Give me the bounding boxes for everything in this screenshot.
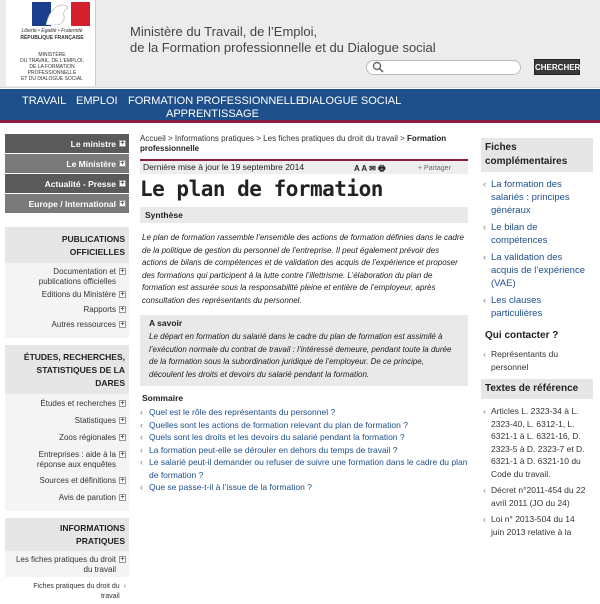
- etudes-heading: ÉTUDES, RECHERCHES, STATISTIQUES DE LA DARES: [5, 345, 129, 394]
- sommaire-link[interactable]: ‹ Le salarié peut-il demander ou refuser de suivre une formation dans le cadre du plan de formation ?: [146, 456, 468, 481]
- contact-item: ‹ Représentants du personnel: [481, 346, 593, 375]
- a-savoir-text: Le départ en formation du salarié dans le cadre du plan de formation est assimilé à l’exécution normale du contrat de travail : l’intéressé demeure, pendant toute la durée de la formation sous la subordination juridique de l’employeur. De ce principe, découlent les droits et devoirs du salarié pendant la formation.: [149, 332, 452, 379]
- synthese-heading: Synthèse: [140, 207, 468, 223]
- link-documentation[interactable]: [5, 263, 129, 289]
- link-label: Études et recherches: [40, 399, 116, 408]
- nav-formation[interactable]: FORMATION PROFESSIONNELLE: [128, 95, 304, 107]
- link-label: Rapports: [83, 305, 116, 314]
- ministere-label: MINISTÈRE DU TRAVAIL, DE L'EMPLOI, DE LA FORMATION PROFESSIONNELLE ET DU DIALOGUE SOCIAL: [20, 52, 84, 82]
- menu-le-ministere[interactable]: [5, 154, 129, 173]
- plus-icon: +: [120, 434, 125, 441]
- chevron-right-icon: ›: [123, 583, 126, 590]
- fiche-link[interactable]: ‹ Le bilan de compétences: [481, 219, 593, 249]
- link-label: Zoos régionales: [59, 433, 116, 442]
- site-header: [0, 0, 600, 88]
- plus-icon: +: [120, 160, 125, 167]
- texte-item: ‹ Articles L. 2323-34 à L. 2323-40, L. 6312-1, L. 6321-1 à L. 6321-16, D. 2323-5 à D. 2323-7 et D. 6321-1 à D. 6321-10 du Code du travail.: [481, 403, 593, 482]
- nav-apprentissage[interactable]: APPRENTISSAGE: [166, 108, 259, 120]
- plus-icon: +: [418, 165, 425, 172]
- a-savoir-box: [140, 315, 468, 386]
- synthese-text: Le plan de formation rassemble l’ensemble des actions de formation définies dans le cadre de la politique de gestion du personnel de l’entreprise. Il peut également prévoir des actions de bilans de compétences et de validation des acquis de l’expérience et proposer des formations qui participent à la lutte contre l’illettrisme. L’élaboration du plan de formation est assurée sous la responsabilité pleine et entière de l’employeur, après consultation des représentants du personnel.: [142, 233, 464, 305]
- republique-logo[interactable]: [6, 0, 96, 86]
- search-icon: [372, 61, 384, 73]
- page-title: Le plan de formation: [140, 177, 383, 201]
- link-rapports[interactable]: [5, 302, 129, 317]
- nav-travail[interactable]: TRAVAIL: [22, 95, 67, 107]
- link-label: Fiches pratiques du droit du travail: [33, 583, 120, 600]
- sommaire-link[interactable]: ‹ Quelles sont les actions de formation relevant du plan de formation ?: [146, 419, 468, 432]
- link-entreprises-enquetes[interactable]: [5, 445, 129, 472]
- menu-actualite-presse[interactable]: [5, 174, 129, 193]
- plus-icon: +: [120, 180, 125, 187]
- left-sidebar: [5, 134, 129, 604]
- plus-icon: +: [120, 477, 125, 484]
- marianne-icon: [40, 1, 76, 25]
- link-label: Editions du Ministère: [41, 290, 116, 299]
- menu-le-ministre[interactable]: [5, 134, 129, 153]
- link-fiches-pratiques[interactable]: [5, 551, 129, 577]
- text-tools[interactable]: A A ✉ 🖶: [354, 164, 386, 173]
- menu-label: Le ministre: [70, 138, 116, 149]
- republique-label: RÉPUBLIQUE FRANÇAISE: [20, 35, 84, 41]
- nav-dialogue-social[interactable]: DIALOGUE SOCIAL: [301, 95, 402, 107]
- plus-icon: +: [120, 494, 125, 501]
- menu-label: Actualité - Presse: [44, 178, 116, 189]
- fiche-link[interactable]: ‹ La formation des salariés : principes généraux: [481, 176, 593, 219]
- menu-label: Europe / International: [28, 198, 116, 209]
- link-statistiques[interactable]: [5, 411, 129, 428]
- search-input[interactable]: [366, 60, 521, 75]
- fiche-link[interactable]: ‹ Les clauses particulières: [481, 292, 593, 322]
- plus-icon: +: [120, 306, 125, 313]
- fiche-link[interactable]: ‹ La validation des acquis de l’expérience (VAE): [481, 249, 593, 292]
- sommaire-link[interactable]: ‹ Quel est le rôle des représentants du personnel ?: [146, 406, 468, 419]
- plus-icon: +: [120, 140, 125, 147]
- sommaire-link[interactable]: ‹ Quels sont les droits et les devoirs du salarié pendant la formation ?: [146, 431, 468, 444]
- menu-label: Le Ministère: [66, 158, 116, 169]
- right-sidebar: [481, 138, 593, 540]
- plus-icon: +: [120, 268, 125, 275]
- update-bar: [140, 159, 468, 174]
- breadcrumb-current: Formation professionnelle: [140, 134, 447, 153]
- sommaire-link[interactable]: ‹ La formation peut-elle se dérouler en dehors du temps de travail ?: [146, 444, 468, 457]
- site-title[interactable]: Ministère du Travail, de l’Emploi, de la Formation professionnelle et du Dialogue social: [130, 24, 436, 55]
- ministere-menu: [5, 134, 129, 213]
- sommaire-list: [140, 406, 468, 494]
- fiches-heading: Fiches complémentaires: [481, 138, 593, 172]
- a-savoir-heading: A savoir: [149, 318, 183, 328]
- link-label: Avis de parution: [58, 493, 116, 502]
- link-autres-ressources[interactable]: [5, 317, 129, 338]
- search-button[interactable]: CHERCHER: [534, 59, 580, 75]
- breadcrumb: [140, 134, 468, 154]
- link-label: Autres ressources: [51, 320, 116, 329]
- plus-icon: +: [120, 400, 125, 407]
- link-label: Statistiques: [74, 416, 116, 425]
- share-button[interactable]: [418, 162, 451, 175]
- plus-icon: +: [120, 291, 125, 298]
- link-sources[interactable]: [5, 472, 129, 488]
- plus-icon: +: [120, 200, 125, 207]
- sommaire-link[interactable]: ‹ Que se passe-t-il à l’issue de la formation ?: [146, 481, 468, 494]
- update-date: Dernière mise à jour le 19 septembre 2014: [143, 162, 305, 172]
- publications-heading: PUBLICATIONS OFFICIELLES: [5, 227, 129, 263]
- plus-icon: +: [120, 451, 125, 458]
- breadcrumb-trail[interactable]: Accueil > Informations pratiques > Les fiches pratiques du droit du travail >: [140, 134, 408, 143]
- plus-icon: +: [120, 556, 125, 563]
- link-zoos-regionales[interactable]: [5, 428, 129, 445]
- contact-heading: Qui contacter ?: [481, 326, 593, 346]
- texte-item: ‹ Loi n° 2013-504 du 14 juin 2013 relative à la: [481, 511, 593, 540]
- textes-heading: Textes de référence: [481, 379, 593, 399]
- devise: Liberté • Égalité • Fraternité: [21, 28, 83, 34]
- link-label: Sources et définitions: [39, 476, 116, 485]
- link-label: Les fiches pratiques du droit du travail: [15, 555, 116, 574]
- plus-icon: +: [120, 321, 125, 328]
- menu-europe-international[interactable]: [5, 194, 129, 213]
- link-avis-parution[interactable]: [5, 488, 129, 511]
- main-content: [140, 134, 468, 494]
- sommaire-heading: Sommaire: [142, 393, 184, 403]
- nav-emploi[interactable]: EMPLOI: [76, 95, 118, 107]
- link-label: Documentation et publications officielles: [38, 267, 116, 286]
- link-editions[interactable]: [5, 289, 129, 302]
- texte-item: ‹ Décret n°2011-454 du 22 avril 2011 (JO du 24): [481, 482, 593, 511]
- infos-heading: INFORMATIONS PRATIQUES: [5, 518, 129, 551]
- share-label: Partager: [424, 165, 451, 172]
- link-etudes[interactable]: [5, 394, 129, 411]
- link-label: Entreprises : aide à la réponse aux enquêtes: [36, 450, 116, 469]
- plus-icon: +: [120, 417, 125, 424]
- main-nav: [0, 89, 600, 123]
